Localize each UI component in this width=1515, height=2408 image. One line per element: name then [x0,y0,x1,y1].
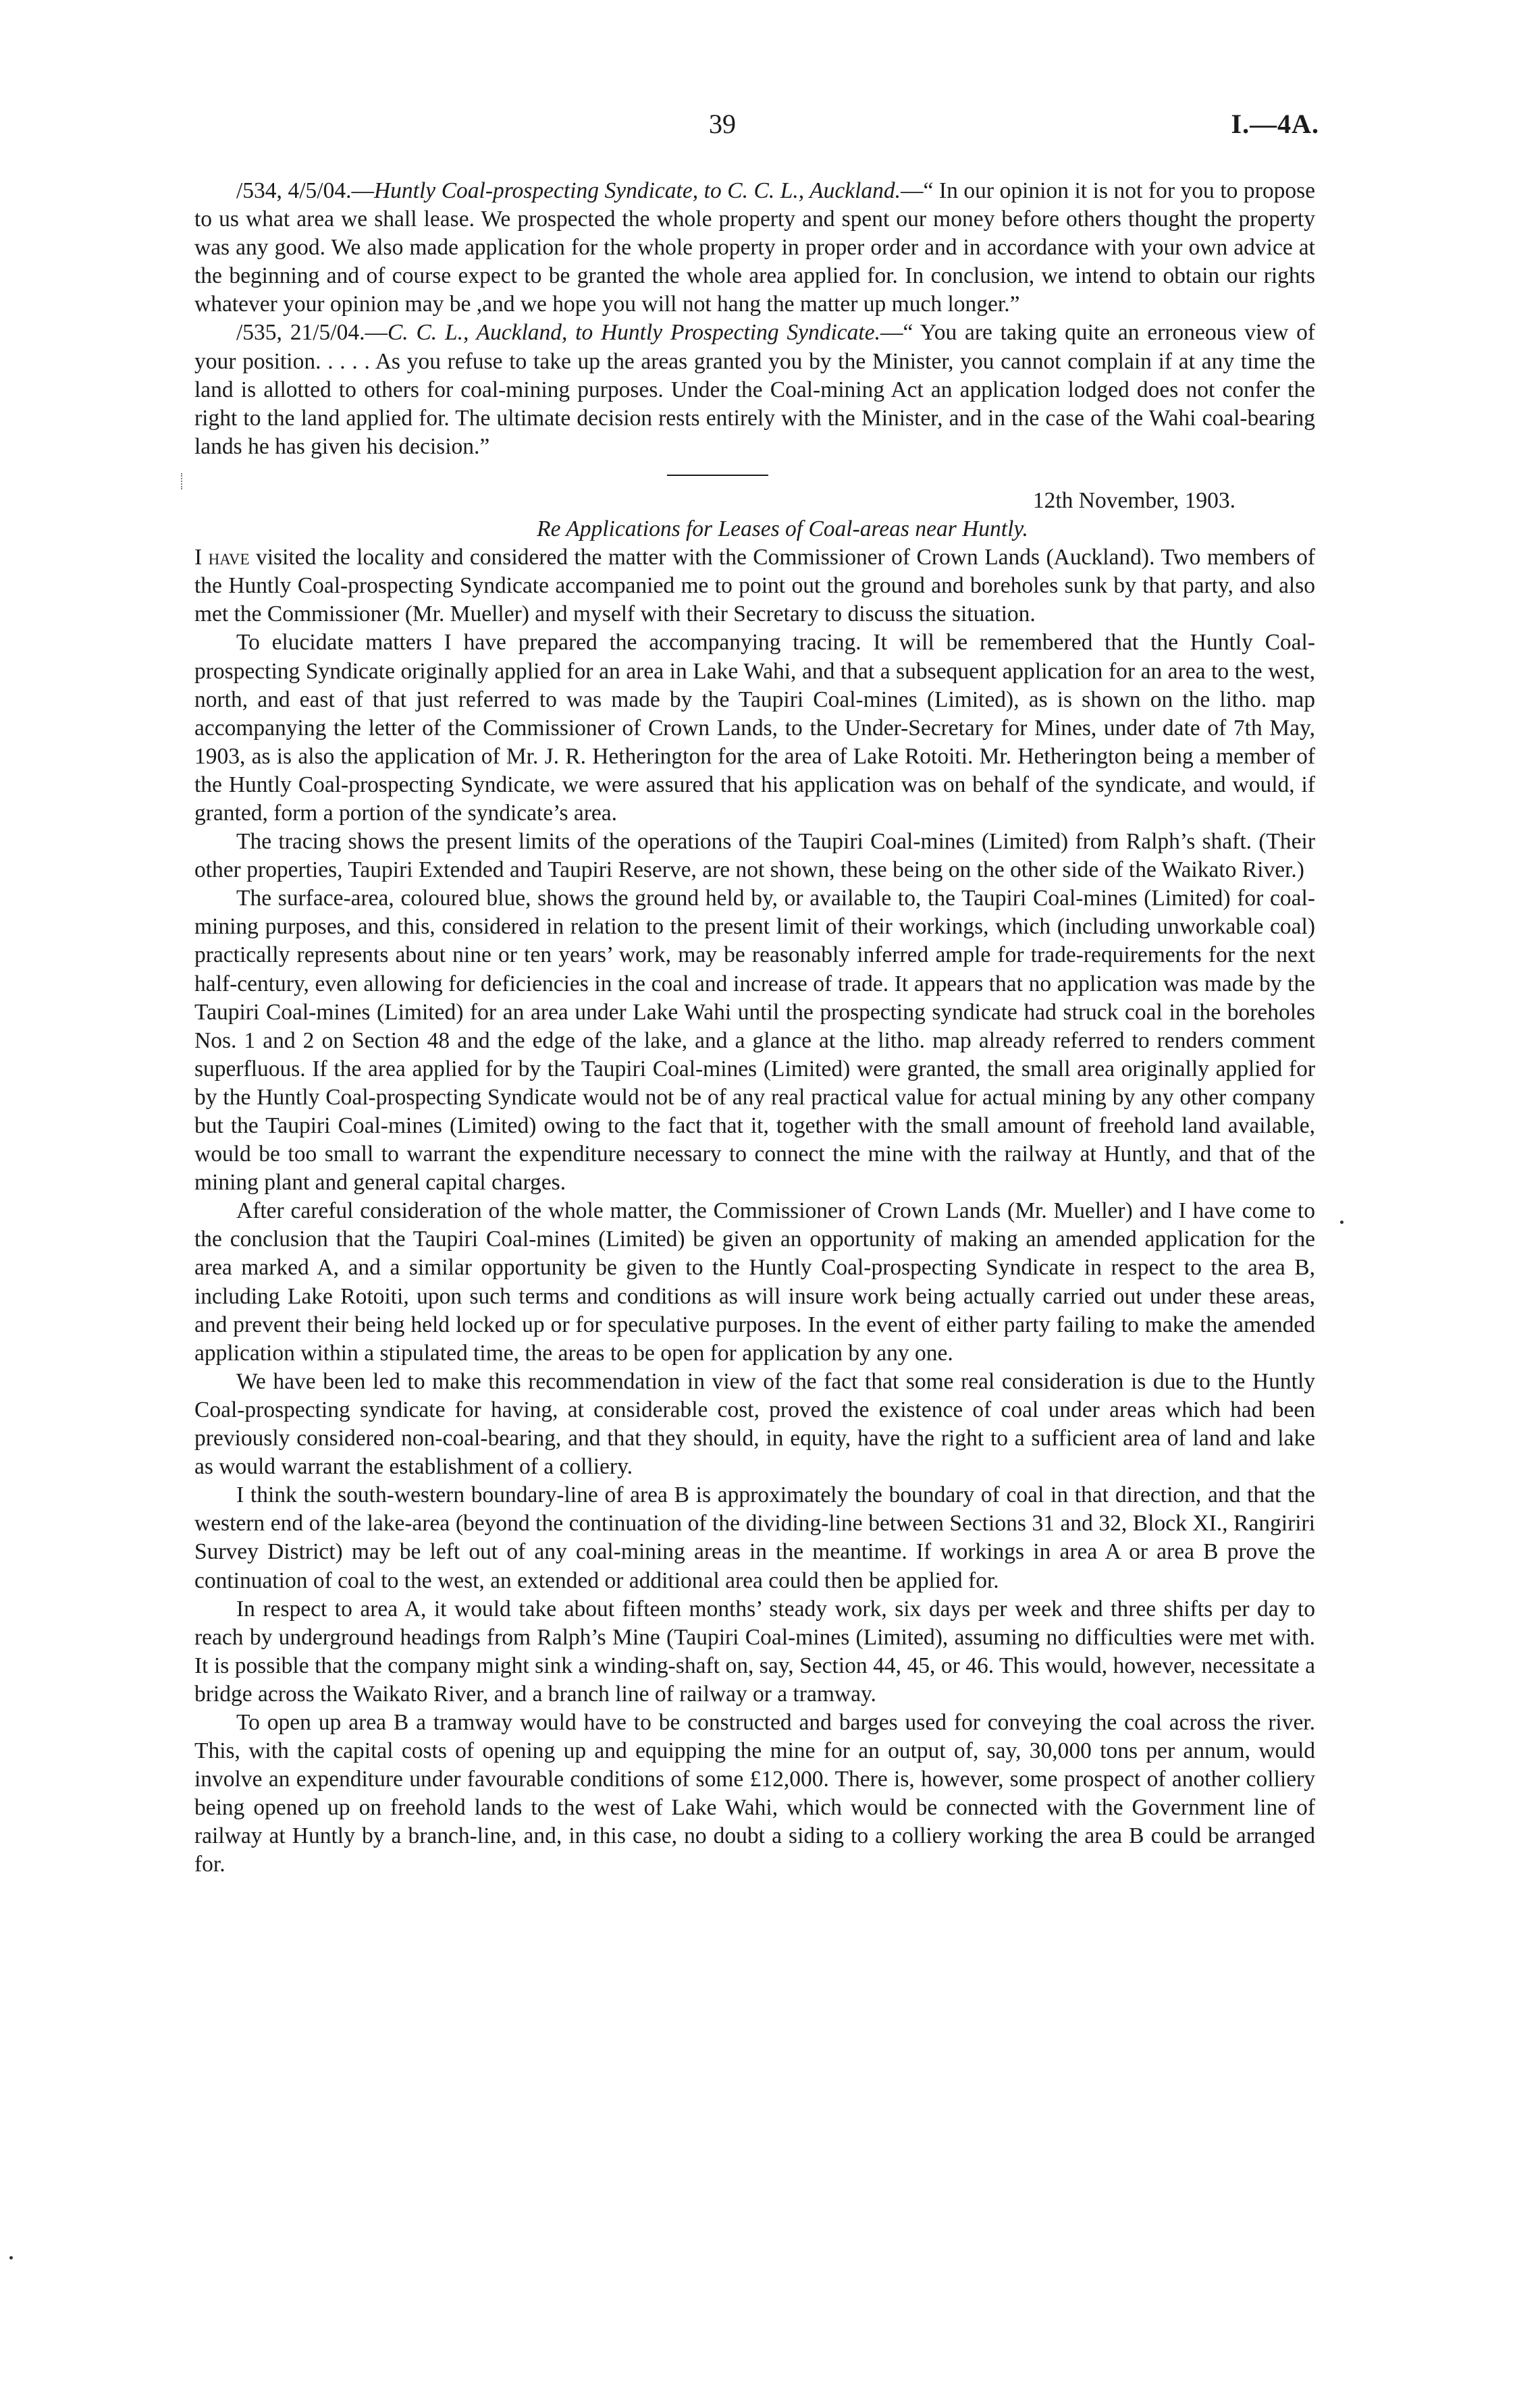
letter-535 [194,319,1315,460]
report-paragraph: To elucidate matters I have prepared the accompanying tracing. It will be remembered that the Huntly Coal-prospecting Syndicate originally applied for an area in Lake Wahi, and that a subsequent application for an area to the west, north, and east of that just referred to was made by the Taupiri Coal-mines (Limited), as is shown on the litho. map accompanying the letter of the Commissioner of Crown Lands, to the Under-Secretary for Mines, under date of 7th May, 1903, as is also the application of Mr. J. R. Hetherington for the area of Lake Rotoiti. Mr. Hetherington being a member of the Huntly Coal-prospecting Syndicate, we were assured that his application was on behalf of the syndicate, and would, if granted, form a portion of the syndicate’s area. [194,630,1315,826]
report-paragraph: After careful consideration of the whole matter, the Commissioner of Crown Lands (Mr. Mueller) and I have come to the conclusion that the Taupiri Coal-mines (Limited) be given an opportunity of making an amended application for the area marked A, and a similar opportunity be given to the Huntly Coal-prospecting Syndicate in respect to the area B, including Lake Rotoiti, upon such terms and conditions as will insure work being actually carried out under these areas, and prevent their being held locked up or for speculative purposes. In the event of either party failing to make the amended application within a stipulated time, the areas to be open for application by any one. [194,1198,1315,1366]
letter-heading: Huntly Coal-prospecting Syndicate, to C. C. L., Auckland. [373,178,901,203]
letter-text: —“ In our opinion it is not for you to propose to us what area we shall lease. We prospected the whole property and spent our money before others thought the property was any good. We also made application for the whole property in proper order and in accordance with your own advice at the beginning and of course expect to be granted the whole area applied for. In conclusion, we intend to obtain our rights whatever your opinion may be ,and we hope you will not hang the matter up much longer.” [194,178,1315,317]
report-paragraph: I have visited the locality and considered the matter with the Commissioner of Crown Lands (Auckland). Two members of the Huntly Coal-prospecting Syndicate accompanied me to point out the ground and boreholes sunk by that party, and also met the Commissioner (Mr. Mueller) and myself with their Secretary to discuss the situation. [194,545,1315,627]
report-paragraph: The surface-area, coloured blue, shows the ground held by, or available to, the Taupiri Coal-mines (Limited) for coal-mining purposes, and this, considered in relation to the present limit of their workings, which (including unworkable coal) practically represents about nine or ten years’ work, may be reasonably inferred ample for trade-requirements for the next half-century, even allowing for deficiencies in the coal and increase of trade. It appears that no application was made by the Taupiri Coal-mines (Limited) for an area under Lake Wahi until the prospecting syndicate had struck coal in the boreholes Nos. 1 and 2 on Section 48 and the edge of the lake, and a glance at the litho. map already referred to renders comment superfluous. If the area applied for by the Taupiri Coal-mines (Limited) were granted, the small area originally applied for by the Huntly Coal-prospecting Syndicate would not be of any real practical value for actual mining by any other company but the Taupiri Coal-mines (Limited) owing to the fact that it, together with the small amount of freehold land available, would be too small to warrant the expenditure necessary to connect the mine with the railway at Huntly, and that of the mining plant and general capital charges. [194,886,1315,1196]
scan-speck [1340,1221,1344,1224]
letter-ref: /534, 4/5/04.— [236,178,374,203]
letter-ref: /535, 21/5/04.— [236,320,388,346]
page-body [194,177,1315,1879]
letter-heading: C. C. L., Auckland, to Huntly Prospecting Syndicate. [387,320,880,346]
letter-534 [194,177,1315,319]
report-paragraph: To open up area B a tramway would have to be constructed and barges used for conveying the coal across the river. This, with the capital costs of opening up and equipping the mine for an output of, say, 30,000 tons per annum, would involve an expenditure under favourable conditions of some £12,000. There is, however, some prospect of another colliery being opened up on freehold lands to the west of Lake Wahi, which would be connected with the Government line of railway at Huntly by a branch-line, and, in this case, no doubt a siding to a colliery working the area B could be arranged for. [194,1709,1315,1877]
letter-text: —“ You are taking quite an erroneous view of your position. . . . . As you refuse to take up the areas granted you by the Minister, you cannot complain if at any time the land is allotted to others for coal-mining purposes. Under the Coal-mining Act an application lodged does not confer the right to the land applied for. The ultimate decision rests entirely with the Minister, and in the case of the Wahi coal-bearing lands he has given his decision.” [194,320,1315,459]
report-paragraph: I think the south-western boundary-line of area B is approximately the boundary of coal in that direction, and that the western end of the lake-area (beyond the continuation of the dividing-line between Sections 31 and 32, Block XI., Rangiriri Survey District) may be left out of any coal-mining areas in the meantime. If workings in area A or area B prove the continuation of coal to the west, an extended or additional area could then be applied for. [194,1482,1315,1593]
section-divider-row [194,461,1315,487]
scan-speck [9,2256,13,2259]
opening-words: I have [194,545,250,570]
document-reference: I.—4A. [1231,109,1319,139]
report-date: 12th November, 1903. [1032,487,1235,513]
report-paragraph: In respect to area A, it would take about fifteen months’ steady work, six days per week and three shifts per day to reach by underground headings from Ralph’s Mine (Taupiri Coal-mines (Limited), assuming no difficulties were met with. It is possible that the company might sink a winding-shaft on, say, Section 44, 45, or 46. This would, however, necessitate a bridge across the Waikato River, and a branch line of railway or a tramway. [194,1596,1315,1707]
section-divider [667,475,768,476]
page-number: 39 [709,109,736,139]
margin-mark [181,473,184,489]
report-subject: Re Applications for Leases of Coal-areas near Huntly. [537,516,1028,542]
report-paragraph: We have been led to make this recommendation in view of the fact that some real consideration is due to the Huntly Coal-prospecting syndicate for having, at considerable cost, proved the existence of coal under areas which had been previously considered non-coal-bearing, and that they should, in equity, have the right to a sufficient area of land and lake as would warrant the establishment of a colliery. [194,1368,1315,1480]
page-header [0,108,1515,149]
report-paragraph: The tracing shows the present limits of the operations of the Taupiri Coal-mines (Limited) from Ralph’s shaft. (Their other properties, Taupiri Extended and Taupiri Reserve, are not shown, these being on the other side of the Waikato River.) [194,829,1315,883]
